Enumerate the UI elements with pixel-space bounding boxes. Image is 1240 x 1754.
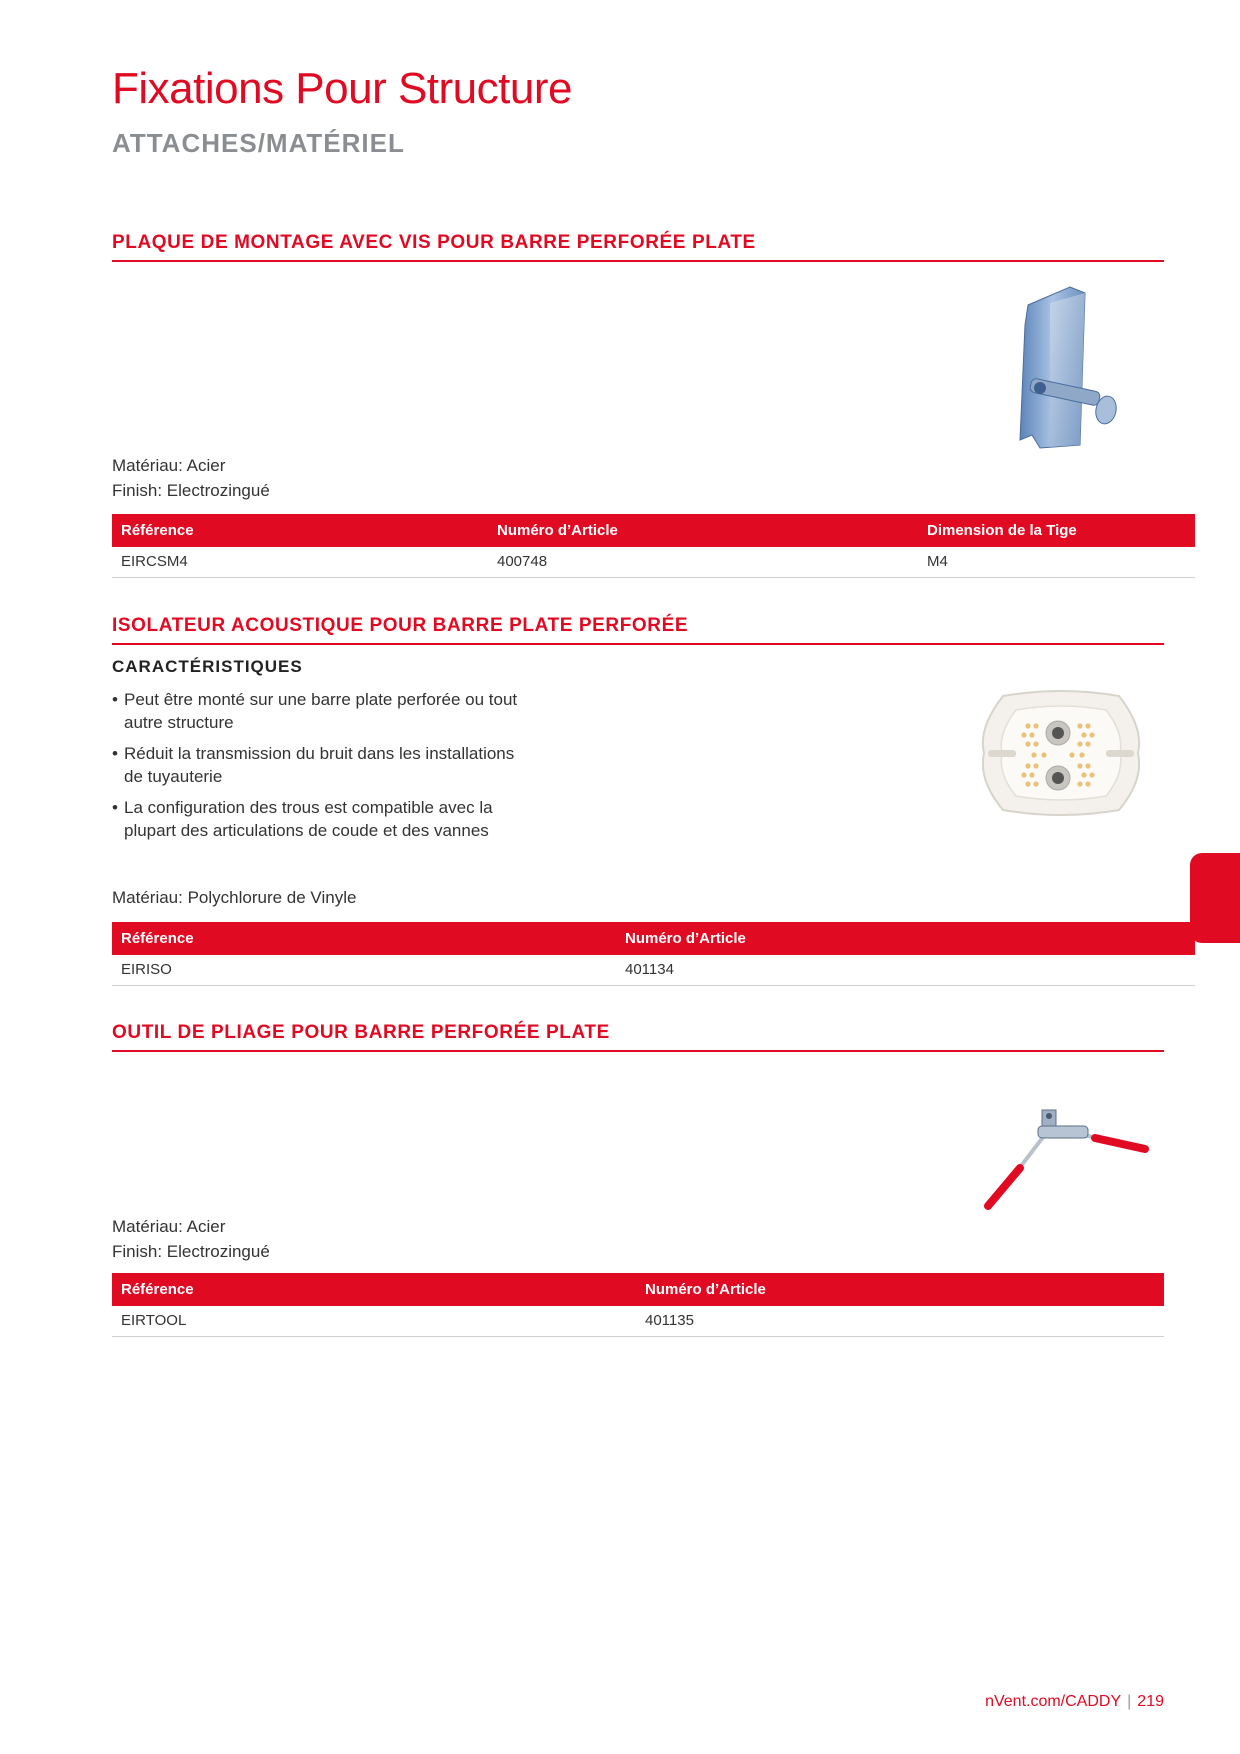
features-heading: CARACTÉRISTIQUES (112, 657, 303, 676)
acoustic-isolator-image (978, 688, 1144, 818)
cell-rod-dimension: M4 (918, 547, 1195, 577)
table-header-row (112, 922, 1195, 955)
cell-article-number: 401135 (636, 1306, 1164, 1336)
table-header-row (112, 1273, 1164, 1306)
cell-reference: EIRTOOL (112, 1306, 636, 1336)
table-row (112, 955, 1195, 985)
section-title-mounting-plate: PLAQUE DE MONTAGE AVEC VIS POUR BARRE PERFORÉE PLATE (112, 232, 1164, 262)
table-row (112, 547, 1195, 577)
cell-article-number: 400748 (488, 547, 918, 577)
section-side-tab (1190, 853, 1240, 943)
spec-finish-1: Finish: Electrozingué (112, 481, 270, 500)
feature-item: • La configuration des trous est compatible avec la plupart des articulations de coude et des vannes (112, 796, 532, 842)
feature-item: • Peut être monté sur une barre plate perforée ou tout autre structure (112, 688, 532, 734)
table-header-row (112, 514, 1195, 547)
features-list (112, 688, 532, 850)
column-header-article-number: Numéro d’Article (645, 1281, 766, 1298)
bending-tool-image (980, 1100, 1150, 1210)
cell-reference: EIRCSM4 (112, 547, 488, 577)
column-header-reference: Référence (121, 1281, 194, 1298)
page-title: Fixations Pour Structure (112, 64, 572, 113)
spec-material-1: Matériau: Acier (112, 456, 226, 475)
column-header-reference: Référence (121, 930, 194, 947)
cell-reference: EIRISO (112, 955, 616, 985)
spec-material-2: Matériau: Polychlorure de Vinyle (112, 888, 357, 907)
page-subtitle: ATTACHES/MATÉRIEL (112, 128, 405, 158)
footer (985, 1693, 1164, 1711)
section-title-acoustic-isolator: ISOLATEUR ACOUSTIQUE POUR BARRE PLATE PERFORÉE (112, 615, 1164, 645)
spec-finish-3: Finish: Electrozingué (112, 1242, 270, 1261)
footer-site-link[interactable]: nVent.com/CADDY (985, 1693, 1122, 1710)
spec-material-3: Matériau: Acier (112, 1217, 226, 1236)
section-title-bending-tool: OUTIL DE PLIAGE POUR BARRE PERFORÉE PLATE (112, 1022, 1164, 1052)
column-header-article-number: Numéro d’Article (625, 930, 746, 947)
table-acoustic-isolator (112, 922, 1195, 986)
column-header-article-number: Numéro d’Article (497, 522, 618, 539)
cell-article-number: 401134 (616, 955, 1195, 985)
column-header-reference: Référence (121, 522, 194, 539)
footer-separator: | (1127, 1693, 1132, 1710)
table-row (112, 1306, 1164, 1336)
table-bending-tool (112, 1273, 1164, 1337)
feature-item: • Réduit la transmission du bruit dans les installations de tuyauterie (112, 742, 532, 788)
table-mounting-plate (112, 514, 1195, 578)
page-number: 219 (1137, 1693, 1164, 1710)
column-header-rod-dimension: Dimension de la Tige (927, 522, 1077, 539)
mounting-plate-image (1010, 285, 1130, 450)
